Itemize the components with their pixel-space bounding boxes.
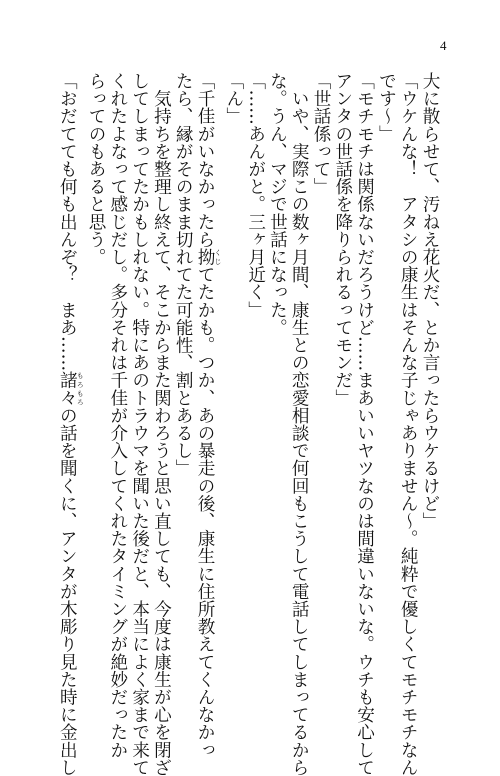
ruby-reading: もろもろ [76,371,85,407]
page-number: 4 [440,38,447,53]
text-segment: 「千佳がいなかったら [195,72,216,248]
text-line: 大に散らせて、汚ねえ花火だ、とか言ったらウケるけど」 [420,72,440,530]
text-line: な。うん、マジで世話になった。 [267,72,288,336]
text-line: 「世話係って」 [311,72,332,196]
text-line: いや、実際この数ヶ月間、康生との恋愛相談で何回もこうして電話してしまってるから [289,72,310,776]
ruby-base: 拗 [195,248,216,266]
text-line: です～」 [376,72,397,143]
text-line: 「ん」 [223,72,244,125]
text-segment: てたかも。つか、あの暴走の後、康生に住所教えてくんなかっ [195,265,216,759]
ruby-base: 諸々 [57,371,78,407]
text-line: 「……あんがと。三ヶ月近く」 [245,72,266,319]
text-line-with-ruby [193,72,223,759]
text-line: くれたよなって感じだし。多分それは千佳が介入してくれたタイミングが絶妙だったか [107,72,128,759]
text-line: 「ウケんな！ アタシの康生はそんな子じゃありません～。純粋で優しくてモチモチなん [398,72,419,776]
text-line: アンタの世話係を降りられるってモンだ」 [332,72,353,407]
text-line-with-ruby [55,72,85,776]
text-line: らってのもあると思う。 [86,72,107,266]
text-segment: 「おだてても何も出んぞ？ まあ…… [57,72,78,372]
vertical-text-block [57,72,440,776]
text-line: 「モチモチは関係ないだろうけど……まあいいヤツなのは間違いないな。ウチも安心して [354,72,375,776]
text-line: 気持ちを整理し終えて、そこからまた関わろうと思い直しても、今度は康生が心を閉ざ [151,72,172,776]
text-line: してしまってたかもしれない。特にあのトラウマを聞いた後だと、本当によく家まで来て [129,72,150,776]
ruby-word [57,371,85,407]
text-segment: の話を聞くに、アンタが木彫り見た時に金出し [57,406,78,776]
ruby-word [195,248,223,266]
text-line: たら、縁がそのまま切れてた可能性、割とあるし」 [173,72,194,477]
ruby-reading: くじ [214,248,223,266]
